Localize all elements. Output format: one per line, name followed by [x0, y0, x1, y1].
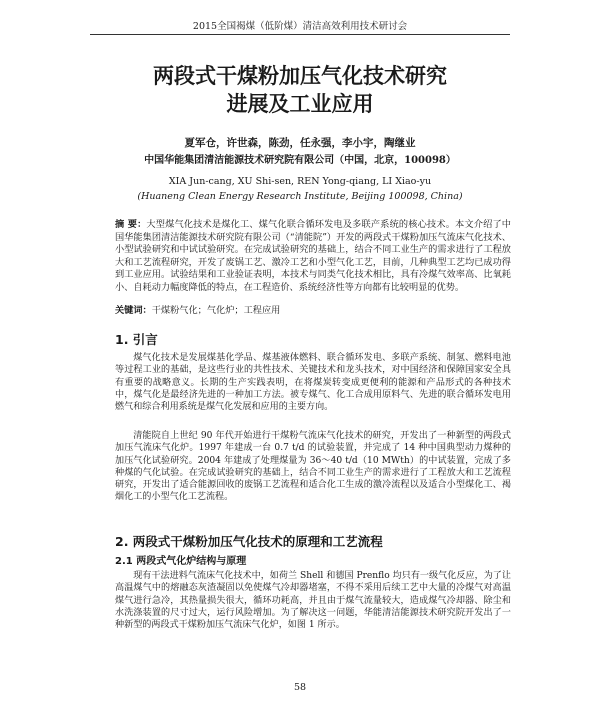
section-1-heading: 1. 引言 [115, 332, 158, 347]
page-number: 58 [293, 682, 307, 693]
keywords [115, 305, 511, 318]
section-2-heading: 2. 两段式干煤粉加压气化技术的原理和工艺流程 [115, 534, 383, 549]
abstract [115, 219, 511, 295]
header-divider [90, 34, 510, 35]
section-2-paragraph-1: 现有干法进料气流床气化技术中，如荷兰 Shell 和德国 Prenflo 均只有一级气化反应，为了让高温煤气中的熔融态灰渣凝固以免使煤气冷却器堵塞，不得不采用后续工艺中大量的冷煤气对高温煤气进行急冷，其热量损失很大，循环功耗高，并且由于煤气流量较大，造成煤气冷却器、除尘和水洗涤装置的尺寸过大，运行风险增加。为了解决这一问题，华能清洁能源技术研究院开发出了一种新型的两段式干煤粉加压气流床气化炉，如图 1 所示。 [115, 571, 511, 631]
abstract-text: 大型煤气化技术是煤化工、煤气化联合循环发电及多联产系统的核心技术。本文介绍了中国华能集团清洁能源技术研究院有限公司（“清能院”）开发的两段式干煤粉加压气流床气化技术、小型试验研究和中试试验研究。在完成试验研究的基础上，结合不同工业生产的需求进行了工程放大和工艺流程研究，开发了废锅工艺、激冷工艺和小型气化工艺，目前，几种典型工艺均已成功得到工业应用。试验结果和工业验证表明，本技术与同类气化技术相比，具有冷煤气效率高、比氧耗小、自耗动力幅度降低的特点，在工程造价、系统经济性等方向都有比较明显的优势。 [115, 219, 511, 293]
authors-english: XIA Jun-cang, XU Shi-sen, REN Yong-qiang, LI Xiao-yu [168, 176, 432, 187]
section-1-paragraph-2: 清能院自上世纪 90 年代开始进行干煤粉气流床气化技术的研究，开发出了一种新型的两段式加压气流床气化炉。1997 年建成一台 0.7 t/d 的试验装置，并完成了 14 种中国典型动力煤种的加压气化试验研究。2004 年建成了处理煤量为 36～40 t/d（10 MWth）的中试装置，完成了多种煤的气化试验。在完成试验研究的基础上，结合不同工业生产的需求进行了工程放大和工艺流程研究，开发出了适合能源回收的废锅工艺流程和适合化工生成的激冷流程以及适合小型煤化工、褐烟化工的小型气化工艺流程。 [115, 431, 511, 503]
keywords-label: 关键词： [115, 305, 152, 316]
section-2-1-heading: 2.1 两段式气化炉结构与原理 [115, 556, 247, 567]
title-line-1: 两段式干煤粉加压气化技术研究 [153, 64, 447, 88]
keywords-text: 干煤粉气化；气化炉；工程应用 [151, 305, 281, 316]
paper-title [0, 62, 600, 118]
authors-chinese: 夏军仓，许世森，陈劲，任永强，李小宇，陶继业 [184, 137, 416, 149]
running-header: 2015全国褐煤（低阶煤）清洁高效利用技术研讨会 [192, 21, 408, 32]
affiliation-chinese: 中国华能集团清洁能源技术研究院有限公司（中国，北京，100098） [144, 155, 456, 166]
title-line-2: 进展及工业应用 [226, 92, 374, 116]
section-1-paragraph-1: 煤气化技术是发展煤基化学品、煤基液体燃料、联合循环发电、多联产系统、制氢、燃料电池等过程工业的基础，是这些行业的共性技术、关键技术和龙头技术，对中国经济和保障国家安全具有重要的战略意义。长期的生产实践表明，在将煤炭转变成更便利的能源和产品形式的各种技术中，煤气化是最经济先进的一种加工方法。被专煤气、化工合成用原料气、先进的联合循环发电用燃气和综合利用系统是煤气化发展和应用的主要方向。 [115, 353, 511, 413]
abstract-label: 摘 要： [115, 219, 147, 230]
affiliation-english: (Huaneng Clean Energy Research Institute, Beijing 100098, China) [137, 191, 463, 202]
